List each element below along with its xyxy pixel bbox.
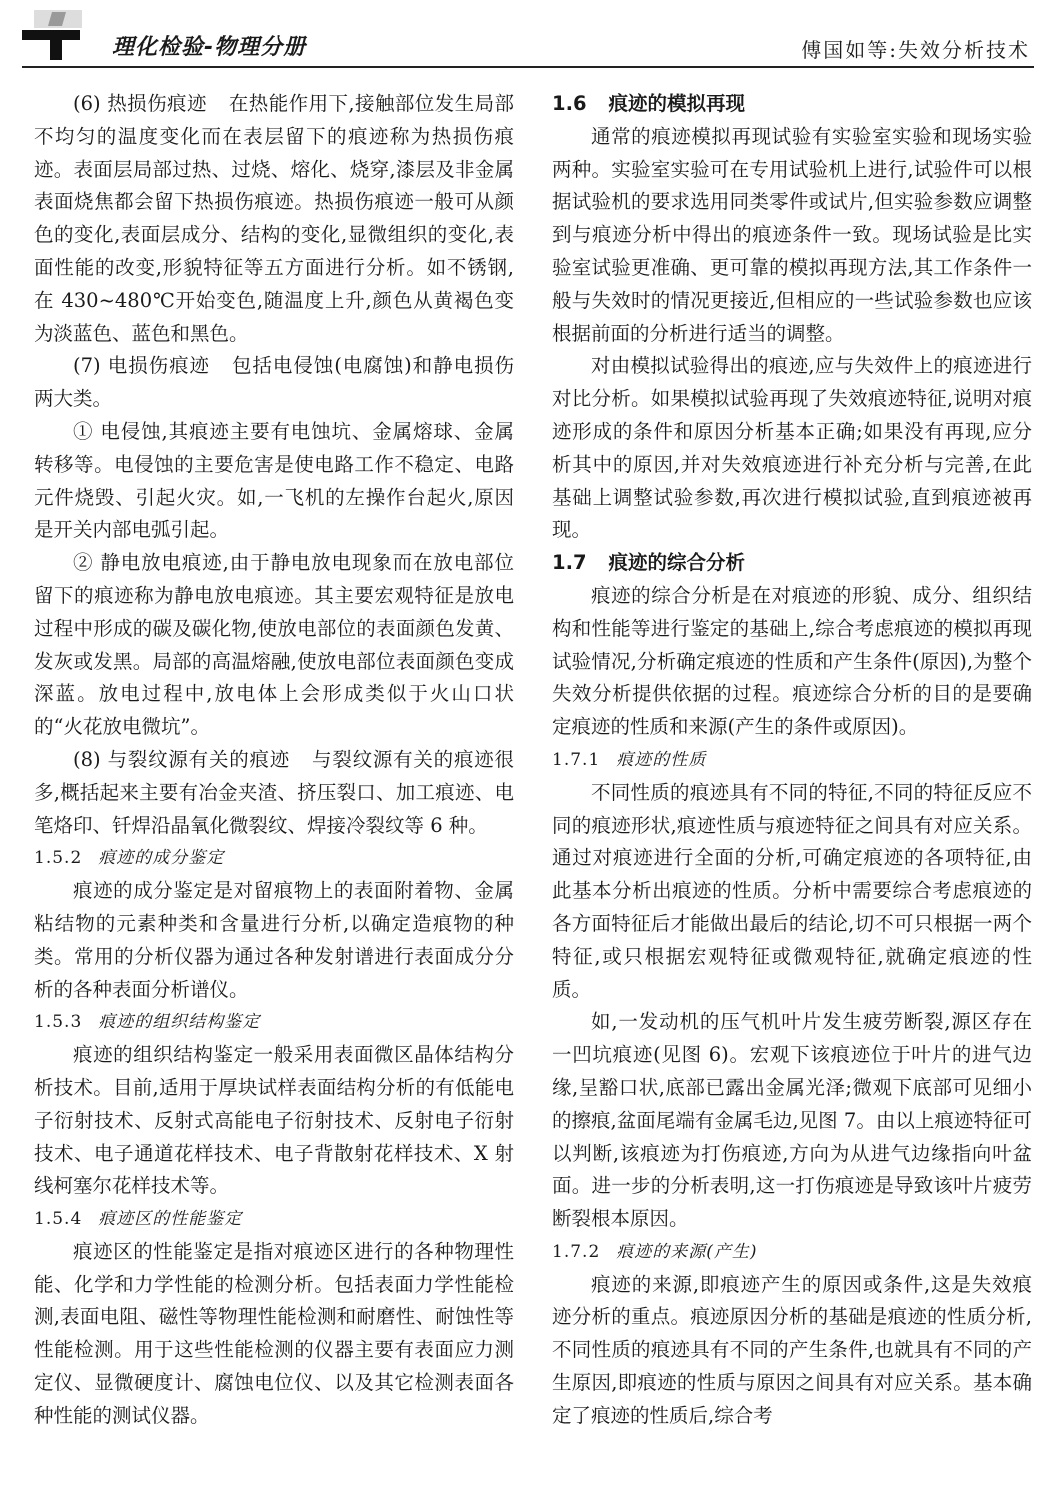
paragraph <box>34 1039 514 1203</box>
paragraph-text: 痕迹的组织结构鉴定一般采用表面微区晶体结构分析技术。目前,适用于厚块试样表面结构分析的有低能电子衍射技术、反射式高能电子衍射技术、反射电子衍射技术、电子通道花样技术、电子背散射花样技术、X 射线柯塞尔花样技术等。 <box>34 1043 514 1198</box>
paragraph-text: 痕迹的来源,即痕迹产生的原因或条件,这是失效痕迹分析的重点。痕迹原因分析的基础是痕迹的性质分析,不同性质的痕迹具有不同的产生条件,也就具有不同的产生原因,即痕迹的性质与原因之间具有对应关系。基本确定了痕迹的性质后,综合考 <box>552 1272 1032 1427</box>
page-header <box>0 0 1056 70</box>
heading-number: 1.5.3 <box>34 1012 83 1033</box>
paragraph-lead: (8) 与裂纹源有关的痕迹 <box>73 747 291 771</box>
heading-number: 1.7.2 <box>552 1241 601 1262</box>
subsection-heading <box>34 842 514 875</box>
running-title: 傅国如等:失效分析技术 <box>801 38 1030 62</box>
paragraph-text: 与裂纹源有关的痕迹很多,概括起来主要有冶金夹渣、挤压裂口、加工痕迹、电笔烙印、钎焊沿晶氧化微裂纹、焊接冷裂纹等 6 种。 <box>34 747 514 837</box>
journal-logo-icon <box>22 8 112 60</box>
heading-number: 1.7.1 <box>552 749 601 770</box>
paragraph-text: 痕迹的综合分析是在对痕迹的形貌、成分、组织结构和性能等进行鉴定的基础上,综合考虑痕迹的模拟再现试验情况,分析确定痕迹的性质和产生条件(原因),为整个失效分析提供依据的过程。痕迹综合分析的目的是要确定痕迹的性质和来源(产生的条件或原因)。 <box>552 583 1032 739</box>
paragraph <box>552 1006 1032 1236</box>
paragraph <box>552 121 1032 351</box>
paragraph-text: 通常的痕迹模拟再现试验有实验室实验和现场实验两种。实验室实验可在专用试验机上进行,试验件可以根据试验机的要求选用同类零件或试片,但实验参数应调整到与痕迹分析中得出的痕迹条件一致。现场试验是比实验室试验更准确、更可靠的模拟再现方法,其工作条件一般与失效时的情况更接近,但相应的一些试验参数也应该根据前面的分析进行适当的调整。 <box>552 124 1032 345</box>
section-heading <box>552 547 1032 580</box>
paragraph-text: 对由模拟试验得出的痕迹,应与失效件上的痕迹进行对比分析。如果模拟试验再现了失效痕迹特征,说明对痕迹形成的条件和原因分析基本正确;如果没有再现,应分析其中的原因,并对失效痕迹进行补充分析与完善,在此基础上调整试验参数,再次进行模拟试验,直到痕迹被再现。 <box>552 354 1032 542</box>
paragraph <box>34 350 514 416</box>
paragraph <box>34 547 514 744</box>
heading-text: 痕迹的组织结构鉴定 <box>98 1012 261 1033</box>
heading-number: 1.5.2 <box>34 848 83 869</box>
paragraph <box>552 1269 1032 1433</box>
subsection-heading <box>552 1236 1032 1269</box>
journal-title: 理化检验-物理分册 <box>112 35 307 60</box>
paragraph-text: 不同性质的痕迹具有不同的特征,不同的特征反应不同的痕迹形状,痕迹性质与痕迹特征之间具有对应关系。通过对痕迹进行全面的分析,可确定痕迹的各项特征,由此基本分析出痕迹的性质。分析中需要综合考虑痕迹的各方面特征后才能做出最后的结论,切不可只根据一两个特征,或只根据宏观特征或微观特征,就确定痕迹的性质。 <box>552 780 1032 1001</box>
heading-number: 1.5.4 <box>34 1209 83 1230</box>
paragraph <box>552 777 1032 1007</box>
paragraph <box>552 580 1032 744</box>
right-column <box>552 88 1032 1433</box>
section-heading <box>552 88 1032 121</box>
heading-text: 痕迹的模拟再现 <box>608 92 746 115</box>
heading-number: 1.6 <box>552 92 587 115</box>
paragraph-lead: (6) 热损伤痕迹 <box>73 92 207 115</box>
paragraph <box>34 1236 514 1433</box>
paragraph <box>34 744 514 842</box>
paragraph-text: 痕迹区的性能鉴定是指对痕迹区进行的各种物理性能、化学和力学性能的检测分析。包括表面力学性能检测,表面电阻、磁性等物理性能检测和耐磨性、耐蚀性等性能检测。用于这些性能检测的仪器主要有表面应力测定仪、显微硬度计、腐蚀电位仪、以及其它检测表面各种性能的测试仪器。 <box>34 1239 514 1427</box>
heading-text: 痕迹的综合分析 <box>608 551 746 575</box>
left-column <box>34 88 514 1433</box>
paragraph <box>552 350 1032 547</box>
heading-text: 痕迹区的性能鉴定 <box>98 1209 243 1230</box>
subsection-heading <box>34 1006 514 1039</box>
paragraph <box>34 88 514 350</box>
paragraph-lead: (7) 电损伤痕迹 <box>73 354 211 378</box>
paragraph-text: 痕迹的成分鉴定是对留痕物上的表面附着物、金属粘结物的元素种类和含量进行分析,以确定造痕物的种类。常用的分析仪器为通过各种发射谱进行表面成分分析的各种表面分析谱仪。 <box>34 879 514 1001</box>
paragraph-text: ② 静电放电痕迹,由于静电放电现象而在放电部位留下的痕迹称为静电放电痕迹。其主要宏观特征是放电过程中形成的碳及碳化物,使放电部位的表面颜色发黄、发灰或发黑。局部的高温熔融,使放电部位表面颜色变成深蓝。放电过程中,放电体上会形成类似于火山口状的“火花放电微坑”。 <box>34 551 514 739</box>
heading-number: 1.7 <box>552 551 587 575</box>
subsection-heading <box>34 1203 514 1236</box>
paragraph-text: ① 电侵蚀,其痕迹主要有电蚀坑、金属熔球、金属转移等。电侵蚀的主要危害是使电路工作不稳定、电路元件烧毁、引起火灾。如,一飞机的左操作台起火,原因是开关内部电弧引起。 <box>34 419 514 542</box>
subsection-heading <box>552 744 1032 777</box>
header-rule <box>22 66 1034 68</box>
paragraph <box>34 416 514 547</box>
heading-text: 痕迹的性质 <box>616 749 707 770</box>
heading-text: 痕迹的成分鉴定 <box>98 848 225 869</box>
paragraph-text: 在热能作用下,接触部位发生局部不均匀的温度变化而在表层留下的痕迹称为热损伤痕迹。表面层局部过热、过烧、熔化、烧穿,漆层及非金属表面烧焦都会留下热损伤痕迹。热损伤痕迹一般可从颜色的变化,表面层成分、结构的变化,显微组织的变化,表面性能的改变,形貌特征等五方面进行分析。如不锈钢,在 430~480℃开始变色,随温度上升,颜色从黄褐色变为淡蓝色、蓝色和黑色。 <box>34 92 515 345</box>
paragraph <box>34 875 514 1006</box>
paragraph-text: 如,一发动机的压气机叶片发生疲劳断裂,源区存在一凹坑痕迹(见图 6)。宏观下该痕迹位于叶片的进气边缘,呈豁口状,底部已露出金属光泽;微观下底部可见细小的擦痕,盆面尾端有金属毛边,见图 7。由以上痕迹特征可以判断,该痕迹为打伤痕迹,方向为从进气边缘指向叶盆面。进一步的分析表明,这一打伤痕迹是导致该叶片疲劳断裂根本原因。 <box>552 1010 1032 1231</box>
paragraph-text: 包括电侵蚀(电腐蚀)和静电损伤两大类。 <box>34 354 514 411</box>
heading-text: 痕迹的来源(产生) <box>616 1241 758 1262</box>
